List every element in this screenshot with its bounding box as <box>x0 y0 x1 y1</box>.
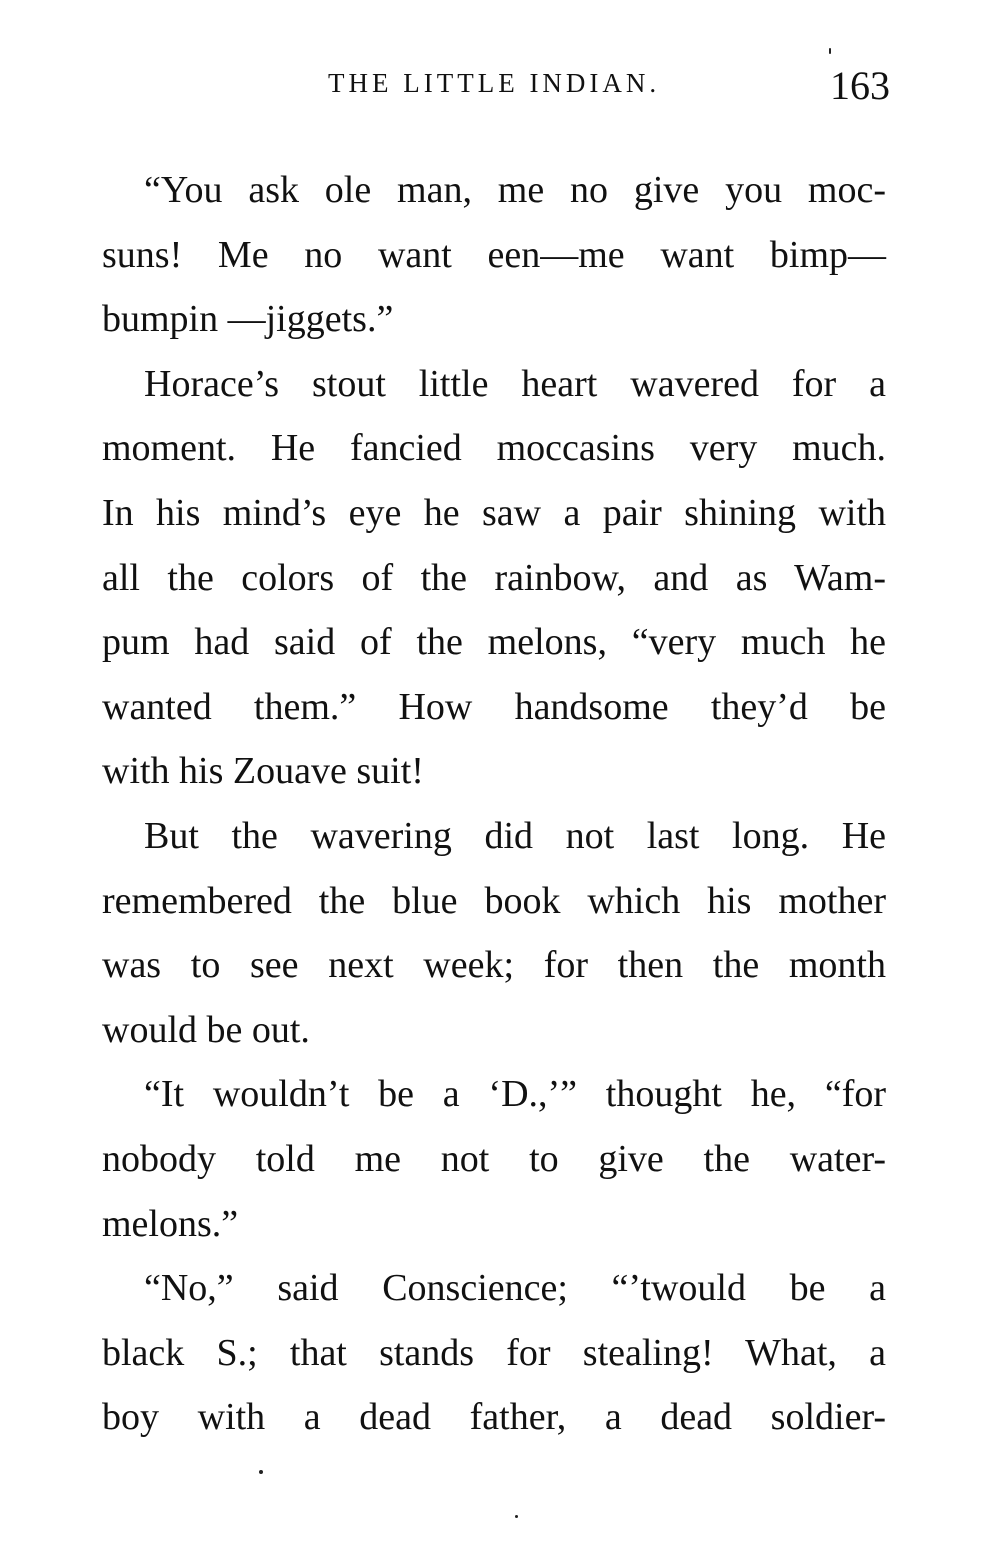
text-line: boy with a dead father, a dead soldier- <box>102 1396 886 1439</box>
text-line: was to see next week; for then the month <box>102 944 886 987</box>
text-line: Horace’s stout little heart wavered for a <box>144 362 886 405</box>
text-line: But the wavering did not last long. He <box>144 814 886 857</box>
text-line: “It wouldn’t be a ‘D.,’” thought he, “for <box>144 1073 886 1116</box>
text-line: In his mind’s eye he saw a pair shining with <box>102 491 886 534</box>
text-line: “No,” said Conscience; “’twould be a <box>144 1267 886 1310</box>
scan-speck <box>515 1515 518 1518</box>
text-line: wanted them.” How handsome they’d be <box>102 685 886 728</box>
text-line: melons.” <box>102 1202 239 1245</box>
body-text <box>102 158 886 1450</box>
running-head: THE LITTLE INDIAN. <box>328 68 661 98</box>
text-line: remembered the blue book which his mother <box>102 879 886 922</box>
page-header <box>100 62 890 112</box>
text-line: with his Zouave suit! <box>102 750 424 793</box>
text-line: suns! Me no want een—me want bimp— <box>102 233 886 276</box>
text-line: nobody told me not to give the water- <box>102 1137 886 1180</box>
text-line: black S.; that stands for stealing! What, a <box>102 1331 886 1374</box>
text-line: all the colors of the rainbow, and as Wam- <box>102 556 886 599</box>
text-line: bumpin —jiggets.” <box>102 298 394 341</box>
scan-speck <box>259 1470 263 1474</box>
scan-speck <box>829 48 831 54</box>
page-number: 163 <box>830 63 890 108</box>
text-line: would be out. <box>102 1008 310 1051</box>
text-line: moment. He fancied moccasins very much. <box>102 427 886 470</box>
text-line: “You ask ole man, me no give you moc- <box>144 169 886 211</box>
text-line: pum had said of the melons, “very much he <box>102 621 886 664</box>
